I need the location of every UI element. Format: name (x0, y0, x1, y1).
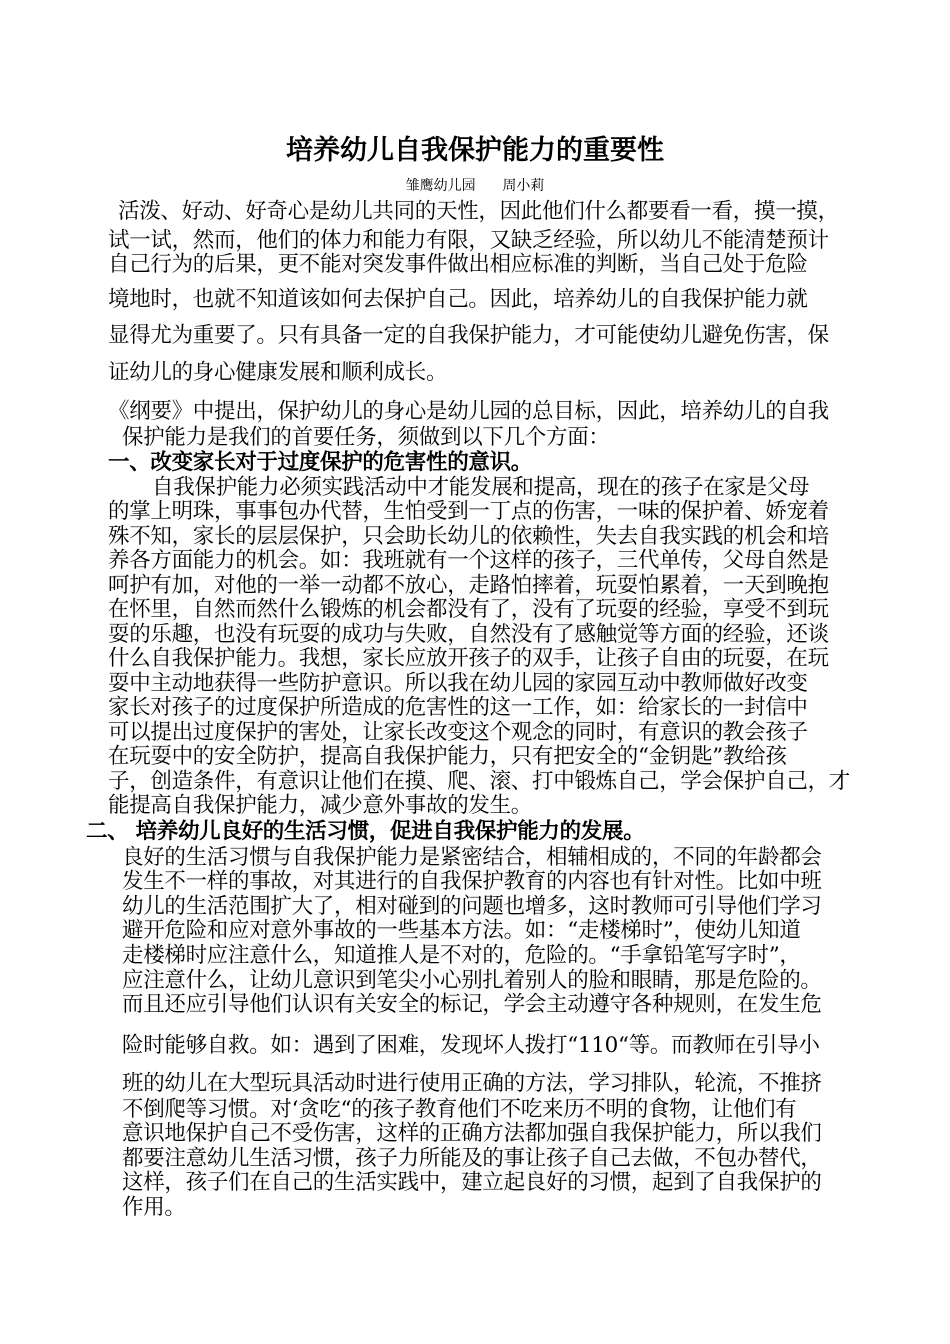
section-heading-1: 一、改变家长对于过度保护的危害性的意识。 (108, 450, 533, 475)
section1-line: 什么自我保护能力。我想，家长应放开孩子的双手，让孩子自由的玩耍，在玩 (108, 646, 829, 671)
section2-line: 都要注意幼儿生活习惯，孩子力所能及的事让孩子自己去做，不包办替代， (122, 1146, 822, 1171)
section1-line: 家长对孩子的过度保护所造成的危害性的这一工作，如：给家长的一封信中 (108, 695, 808, 720)
intro-line: 自己行为的后果，更不能对突发事件做出相应标准的判断，当自己处于危险 (108, 252, 808, 277)
section2-line: 险时能够自救。如：遇到了困难，发现坏人拨打“110“等。而教师在引导小 (122, 1033, 820, 1058)
section2-line: 避开危险和应对意外事故的一些基本方法。如：“走楼梯时”，使幼儿知道 (122, 918, 801, 943)
section2-line: 作用。 (122, 1195, 186, 1220)
section2-line: 这样，孩子们在自己的生活实践中，建立起良好的习惯，起到了自我保护的 (122, 1170, 822, 1195)
intro-line: 活泼、好动、好奇心是幼儿共同的天性，因此他们什么都要看一看，摸一摸， (118, 199, 839, 224)
section1-line: 在玩耍中的安全防护，提高自我保护能力，只有把安全的“金钥匙”教给孩 (108, 744, 787, 769)
intro-line: 显得尤为重要了。只有具备一定的自我保护能力，才可能使幼儿避免伤害，保 (108, 323, 829, 348)
section2-line: 而且还应引导他们认识有关安全的标记，学会主动遵守各种规则，在发生危 (122, 992, 822, 1017)
section2-line: 应注意什么，让幼儿意识到笔尖小心别扎着别人的脸和眼睛，那是危险的。 (122, 968, 822, 993)
section-heading-2: 二、 培养幼儿良好的生活习惯，促进自我保护能力的发展。 (86, 819, 645, 844)
section2-line: 不倒爬等习惯。对‘贪吃“的孩子教育他们不吃来历不明的食物，让他们有 (122, 1097, 797, 1122)
section1-line: 养各方面能力的机会。如：我班就有一个这样的孩子，三代单传，父母自然是 (108, 548, 829, 573)
section2-line: 走楼梯时应注意什么，知道推人是不对的，危险的。“手拿铅笔写字时”， (122, 943, 801, 968)
section2-line: 良好的生活习惯与自我保护能力是紧密结合，相辅相成的，不同的年龄都会 (122, 845, 822, 870)
section1-line: 自我保护能力必须实践活动中才能发展和提高，现在的孩子在家是父母 (152, 475, 810, 500)
outline-line: 保护能力是我们的首要任务，须做到以下几个方面： (122, 425, 610, 450)
section1-line: 可以提出过度保护的害处，让家长改变这个观念的同时，有意识的教会孩子 (108, 720, 808, 745)
section1-line: 的掌上明珠，事事包办代替，生怕受到一丁点的伤害，一味的保护着、娇宠着 (108, 499, 829, 524)
section1-line: 耍的乐趣，也没有玩耍的成功与失败，自然没有了感触觉等方面的经验，还谈 (108, 622, 829, 647)
intro-line: 证幼儿的身心健康发展和顺利成长。 (108, 360, 448, 385)
intro-line: 境地时，也就不知道该如何去保护自己。因此，培养幼儿的自我保护能力就 (108, 287, 808, 312)
section2-line: 发生不一样的事故，对其进行的自我保护教育的内容也有针对性。比如中班 (122, 869, 822, 894)
outline-line: 《纲要》中提出，保护幼儿的身心是幼儿园的总目标，因此，培养幼儿的自我 (108, 399, 829, 424)
section2-line: 班的幼儿在大型玩具活动时进行使用正确的方法，学习排队，轮流，不推挤 (122, 1071, 822, 1096)
section1-line: 殊不知，家长的层层保护，只会助长幼儿的依赖性，失去自我实践的机会和培 (108, 524, 829, 549)
section1-line: 在怀里，自然而然什么锻炼的机会都没有了，没有了玩耍的经验，享受不到玩 (108, 597, 829, 622)
page-title: 培养幼儿自我保护能力的重要性 (286, 135, 664, 166)
section2-line: 意识地保护自己不受伤害，这样的正确方法都加强自我保护能力，所以我们 (122, 1121, 822, 1146)
intro-line: 试一试，然而，他们的体力和能力有限，又缺乏经验，所以幼儿不能清楚预计 (108, 228, 829, 253)
author-byline: 雏鹰幼儿园 周小莉 (405, 178, 545, 194)
section1-line: 子，创造条件，有意识让他们在摸、爬、滚、打中锻炼自己，学会保护自己，才 (108, 769, 851, 794)
section1-line: 耍中主动地获得一些防护意识。所以我在幼儿园的家园互动中教师做好改变 (108, 671, 808, 696)
section1-line: 呵护有加，对他的一举一动都不放心，走路怕摔着，玩耍怕累着，一天到晚抱 (108, 573, 829, 598)
section1-line: 能提高自我保护能力，减少意外事故的发生。 (108, 793, 533, 818)
section2-line: 幼儿的生活范围扩大了，相对碰到的问题也增多，这时教师可引导他们学习 (122, 894, 822, 919)
